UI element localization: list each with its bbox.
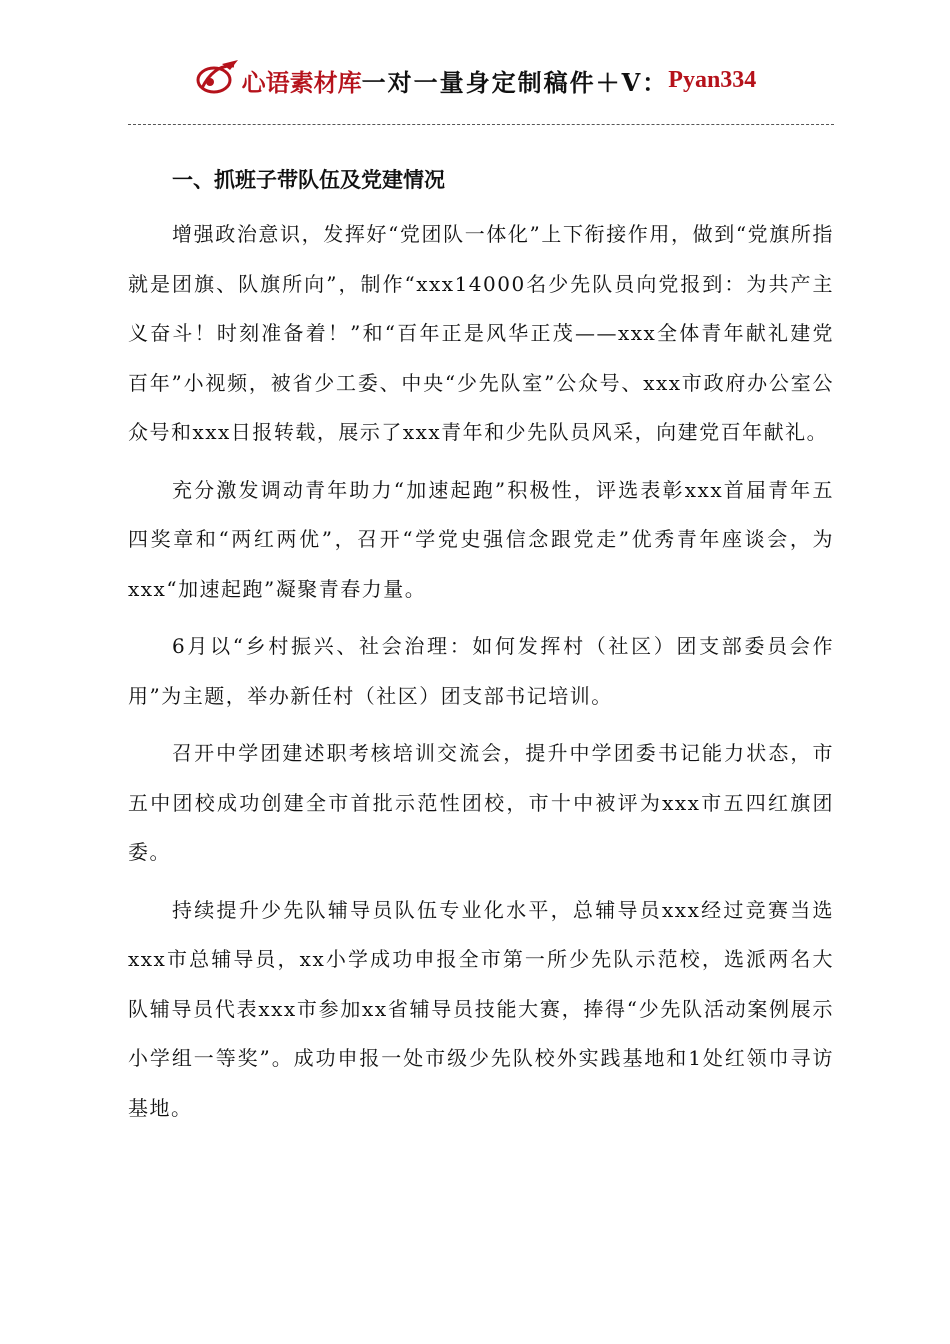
paragraph: 召开中学团建述职考核培训交流会，提升中学团委书记能力状态，市五中团校成功创建全市首批示范性团校，市十中被评为xxx市五四红旗团委。: [128, 741, 834, 864]
header-divider: [128, 124, 834, 125]
header-slogan: 一对一量身定制稿件＋V：: [361, 67, 669, 97]
section-heading: 一、抓班子带队伍及党建情况: [172, 168, 445, 192]
brand-logo-icon: [194, 58, 240, 98]
paragraph: 充分激发调动青年助力“加速起跑”积极性，评选表彰xxx首届青年五四奖章和“两红两优”，召开“学党史强信念跟党走”优秀青年座谈会，为xxx“加速起跑”凝聚青春力量。: [128, 477, 834, 601]
document-body: [128, 158, 834, 1133]
paragraph: 6月以“乡村振兴、社会治理：如何发挥村（社区）团支部委员会作用”为主题，举办新任村（社区）团支部书记培训。: [128, 634, 834, 708]
brand-name: 心语素材库: [241, 68, 362, 97]
header-contact: Pyan334: [668, 66, 757, 93]
paragraph: 持续提升少先队辅导员队伍专业化水平，总辅导员xxx经过竞赛当选xxx市总辅导员，xx小学成功申报全市第一所少先队示范校，选派两名大队辅导员代表xxx市参加xx省辅导员技能大赛，捧得“少先队活动案例展示小学组一等奖”。成功申报一处市级少先队校外实践基地和1处红领巾寻访基地。: [128, 897, 834, 1120]
page-header: [0, 58, 950, 102]
paragraph: 增强政治意识，发挥好“党团队一体化”上下衔接作用，做到“党旗所指就是团旗、队旗所向”，制作“xxx14000名少先队员向党报到：为共产主义奋斗！时刻准备着！”和“百年正是风华正茂——xxx全体青年献礼建党百年”小视频，被省少工委、中央“少先队室”公众号、xxx市政府办公室公众号和xxx日报转载，展示了xxx青年和少先队员风采，向建党百年献礼。: [128, 222, 834, 444]
